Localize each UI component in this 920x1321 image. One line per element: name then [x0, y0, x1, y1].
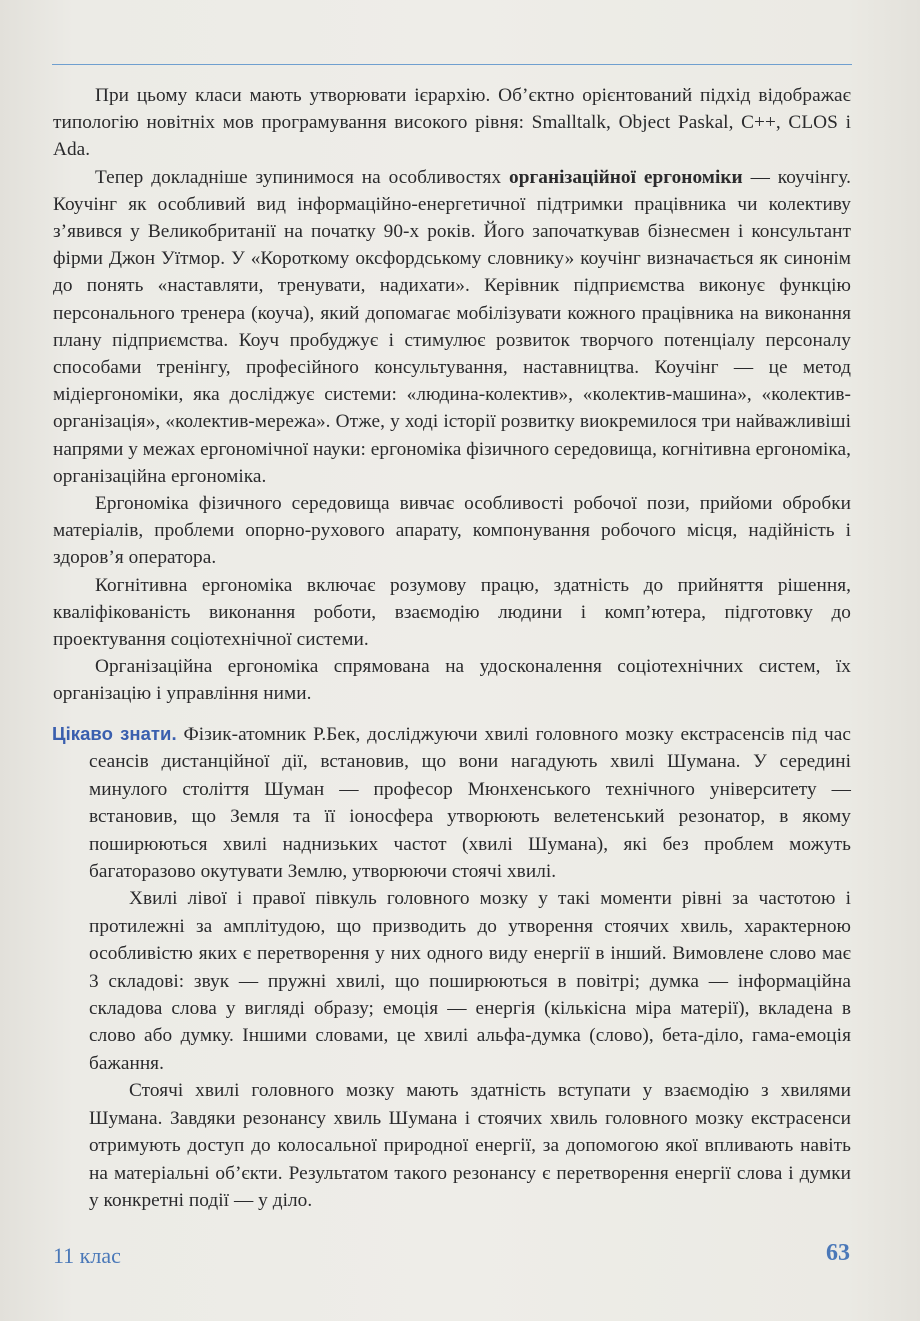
did-you-know-paragraph: Хвилі лівої і правої півкуль головного мозку у такі моменти рівні за частотою і протилежні за амплітудою, що призводить до утворення стоячих хвиль, характерною особливістю яких є перетворення у них одного виду енергії в інший. Вимовлене слово має 3 складові: звук — пружні хвилі, що поширюються в повітрі; думка — інформаційна складова слова у вигляді образу; емоція — енергія (кількісна міра матерії), вкладена в слово або думку. Іншими словами, це хвилі альфа-думка (слово), бета-діло, гама-емоція бажання.: [89, 888, 851, 1074]
paragraph-ergonomics: [53, 164, 851, 490]
page-number: 63: [826, 1240, 850, 1266]
paragraph-text: Тепер докладніше зупинимося на особливостях: [95, 166, 510, 188]
paragraph: При цьому класи мають утворювати ієрархію. Об’єктно орієнтований підхід відображає типологію новітніх мов програмування високого рівня: Smalltalk, Object Paskal, C++, CLOS і Ada.: [53, 85, 851, 161]
paragraph-text: — коучінгу. Коучінг як особливий вид інформаційно-енергетичної підтримки працівника чи колективу з’явився у Великобританії на початку 90-х років. Його започаткував бізнесмен і консультант фірми Джон Уїтмор. У «Короткому оксфордському словнику» коучінг визначається як синонім до понять «наставляти, тренувати, надихати». Керівник підприємства виконує функцію персонального тренера (коуча), який допомагає мобілізувати кожного працівника на виконання плану підприємства. Коуч пробуджує і стимулює розвиток творчого потенціалу персоналу способами тренінгу, професійного консультування, наставництва. Коучінг — це метод мідіергономіки, яка досліджує системи: «людина-колектив», «колектив-машина», «колектив-організація», «колектив-мережа». Отже, у ході історії розвитку виокремилося три найважливіші напрями у межах ергономічної науки: ергономіка фізичного середовища, когнітивна ергономіка, організаційна ергономіка.: [53, 166, 851, 487]
main-text: [53, 82, 851, 708]
paragraph: Ергономіка фізичного середовища вивчає особливості робочої пози, прийоми обробки матеріалів, проблеми опорно-рухового апарату, компонування робочого місця, надійність і здоров’я оператора.: [53, 493, 851, 569]
paragraph-text: Фізик-атомник Р.Бек, досліджуючи хвилі головного мозку екстрасенсів під час сеансів дистанційної дії, встановив, що вони нагадують хвилі Шумана. У середині минулого століття Шуман — професор Мюнхенського технічного університету — встановив, що Земля та її іоносфера утворюють велетенський резонатор, в якому поширюються хвилі наднизьких частот (хвилі Шумана), які без проблем можуть багаторазово окутувати Землю, утворюючи стоячі хвилі.: [89, 724, 852, 883]
did-you-know-paragraph: Стоячі хвилі головного мозку мають здатність вступати у взаємодію з хвилями Шумана. Завдяки резонансу хвиль Шумана і стоячих хвиль головного мозку екстрасенси отримують доступ до колосальної природної енергії, за допомогою якої впливають навіть на матеріальні об’єкти. Результатом такого резонансу є перетворення енергії слова і думки у конкретні події — у діло.: [89, 1080, 851, 1211]
did-you-know-box: [52, 720, 852, 1214]
top-rule: [52, 64, 852, 65]
did-you-know-label: Цікаво знати.: [52, 723, 177, 744]
did-you-know-paragraph: [52, 720, 852, 885]
paragraph: Когнітивна ергономіка включає розумову працю, здатність до прийняття рішення, кваліфікованість виконання роботи, взаємодію людини і комп’ютера, підготовку до проектування соціотехнічної системи.: [53, 574, 851, 651]
paragraph: Організаційна ергономіка спрямована на удосконалення соціотехнічних систем, їх організацію і управління ними.: [53, 656, 851, 705]
grade-label: 11 клас: [53, 1243, 121, 1268]
key-term: організаційної ергономіки: [509, 166, 743, 188]
